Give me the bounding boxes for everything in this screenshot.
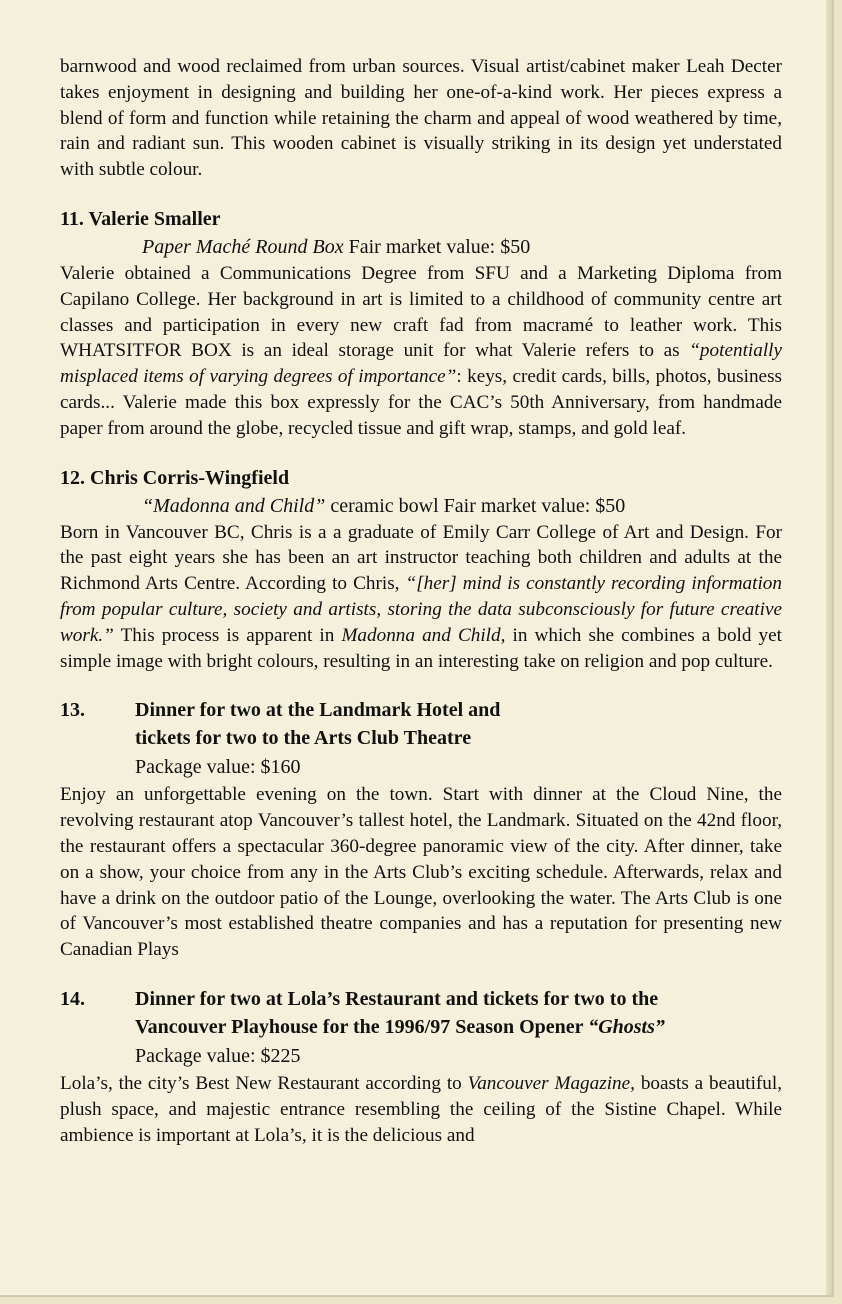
item-11-text-1: Valerie obtained a Communications Degree from SFU and a Marketing Diploma from Capilano College. Her background in art is limited to a childhood of community centre art classes and participation in every new craft fad from macramé to leather work. This WHATSITFOR BOX is an ideal storage unit for what Valerie refers to as [60, 262, 782, 362]
item-11-quote: “potentially misplaced items of varying degrees of importance” [60, 340, 782, 388]
item-12-text-2: This process is apparent in [113, 624, 342, 646]
page-content [60, 54, 782, 1148]
item-11-text-2: : keys, credit cards, bills, photos, business cards... Valerie made this box expressly for the CAC’s 50th Anniversary, from handmade paper from around the globe, recycled tissue and gift wrap, stamps, and gold leaf. [60, 366, 782, 439]
item-11-piece-line [142, 233, 782, 261]
item-12-text-3: in which she combines a bold yet simple image with bright colours, resulting in an interesting take on religion and pop culture. [60, 624, 783, 672]
item-14-title-quote: “Ghosts” [588, 1015, 665, 1038]
item-13-number: 13. [60, 699, 85, 722]
item-11-heading: 11. Valerie Smaller [60, 207, 221, 230]
item-14-title-line-2-text: Vancouver Playhouse for the 1996/97 Season Opener [135, 1015, 589, 1038]
item-14-number: 14. [60, 987, 85, 1010]
item-12-piece-medium: ceramic bowl [330, 494, 439, 517]
item-11-description [60, 261, 782, 442]
item-13-title-line-1: Dinner for two at the Landmark Hotel and [135, 699, 501, 722]
item-11 [60, 205, 782, 442]
item-13-title-line-2: tickets for two to the Arts Club Theatre [135, 727, 472, 750]
item-14-title-line-1: Dinner for two at Lola’s Restaurant and tickets for two to the [135, 987, 659, 1010]
item-14-description [60, 1071, 782, 1148]
item-14-heading [60, 985, 782, 1041]
item-14-title-line-2 [135, 1013, 782, 1041]
item-14-text-2: boasts a beautiful, plush space, and majestic entrance resembling the ceiling of the Sistine Chapel. While ambience is important at Lola’s, it is the delicious and [60, 1072, 783, 1146]
item-12-piece-line [142, 492, 782, 520]
item-13-heading [60, 696, 782, 752]
item-14 [60, 985, 782, 1148]
item-11-value: Fair market value: $50 [348, 235, 531, 258]
item-12 [60, 464, 782, 675]
item-12-piece-title: “Madonna and Child” [142, 494, 326, 517]
item-14-package-value: Package value: $225 [135, 1044, 301, 1067]
item-12-value: Fair market value: $50 [443, 494, 626, 517]
item-14-text-1: Lola’s, the city’s Best New Restaurant according to [60, 1072, 468, 1094]
item-13-package-value: Package value: $160 [135, 756, 301, 779]
item-12-description [60, 520, 782, 675]
intro-paragraph: barnwood and wood reclaimed from urban sources. Visual artist/cabinet maker Leah Decter takes enjoyment in designing and building her one-of-a-kind work. Her pieces express a blend of form and function while retaining the charm and appeal of wood weathered by time, rain and radiant sun. This wooden cabinet is visually striking in its design yet understated with subtle colour. [60, 56, 782, 181]
item-11-piece-title: Paper Maché Round Box [142, 235, 344, 258]
item-12-quote: “[her] mind is constantly recording information from popular culture, society and artists, storing the data subconsciously for future creative work.” [60, 573, 782, 646]
item-12-text-1: Born in Vancouver BC, Chris is a a graduate of Emily Carr College of Art and Design. For the past eight years she has been an art instructor teaching both children and adults at the Richmond Arts Centre. According to Chris, [60, 521, 782, 595]
item-12-work-ref: Madonna and Child, [341, 624, 506, 646]
item-14-magazine: Vancouver Magazine, [467, 1072, 635, 1094]
item-12-heading: 12. Chris Corris-Wingfield [60, 466, 290, 489]
item-13-description: Enjoy an unforgettable evening on the town. Start with dinner at the Cloud Nine, the revolving restaurant atop Vancouver’s tallest hotel, the Landmark. Situated on the 42nd floor, the restaurant offers a spectacular 360-degree panoramic view of the city. After dinner, take on a show, your choice from any in the Arts Club’s exciting schedule. Afterwards, relax and have a drink on the outdoor patio of the Lounge, overlooking the water. The Arts Club is one of Vancouver’s most established theatre companies and has a reputation for presenting new Canadian Plays [60, 784, 782, 961]
item-13 [60, 696, 782, 963]
